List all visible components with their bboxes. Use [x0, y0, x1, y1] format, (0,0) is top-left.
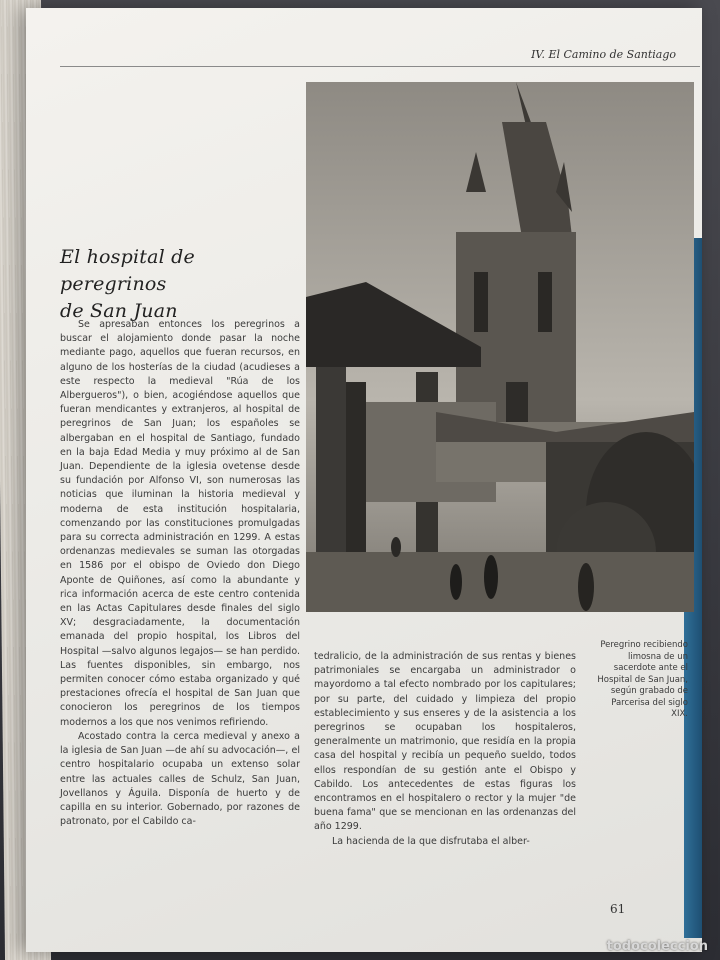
title-line-2: de San Juan [60, 300, 178, 322]
left-paragraph-1: Se apresaban entonces los peregrinos a buscar el alojamiento donde pasar la noche mediante pago, aquellos que fueran recursos, en alguno de los hosterías de la ciudad (acudieses a este respecto la medieval "Rúa de los Albergueros"), o bien, acogiéndose aquellos que fueran mendicantes y extranjeros, al hospital de peregrinos de San Juan; los españoles se albergaban en el hospital de Santiago, fundado en la baja Edad Media y muy próximo al de San Juan. Dependiente de la iglesia ovetense desde su fundación por Alfonso VI, son numerosas las noticias que iluminan la historia medieval y moderna de esta institución hospitalaria, comenzando por las constituciones promulgadas para su correcta administración en 1299. A estas ordenanzas medievales se suman las otorgadas en 1586 por el obispo de Oviedo don Diego Aponte de Quiñones, así como la abundante y rica información acerca de este centro contenida en las Actas Capitulares desde finales del siglo XV; desgraciadamente, la documentación emanada del propio hospital, los Libros del Hospital —salvo algunos legajos— se han perdido. Las fuentes disponibles, sin embargo, nos permiten conocer cómo estaba organizado y qué prestaciones ofrecía el hospital de San Juan que conocieron los peregrinos de los tiempos modernos a los que nos venimos refiriendo. [60, 319, 300, 728]
title-line-1: El hospital de peregrinos [60, 246, 195, 295]
page-number: 61 [610, 902, 626, 916]
right-text-column [314, 650, 576, 849]
image-caption: Peregrino recibiendo limosna de un sacerdote ante el Hospital de San Juan, según grabado de Parcerisa del siglo XIX. [597, 640, 688, 719]
article-title [60, 244, 300, 325]
running-head-text: IV. El Camino de Santiago [531, 48, 676, 61]
left-text-column [60, 318, 300, 829]
header-rule [60, 66, 700, 67]
running-head [60, 48, 700, 68]
right-paragraph-1: tedralicio, de la administración de sus rentas y bienes patrimoniales se encargaba un administrador o mayordomo a tal efecto nombrado por los capitulares; por su parte, del cuidado y limpieza del propio establecimiento y sus enseres y de la asistencia a los peregrinos se ocupaban los hospitaleros, generalmente un matrimonio, que residía en la propia casa del hospital y recibía un pequeño sueldo, todos ellos respondían de su gestión ante el Obispo y Cabildo. Los antecedentes de estas figuras los encontramos en el hospitalero o rector y la mujer "de buena fama" que se mencionan en las ordenanzas del año 1299. [314, 651, 576, 833]
watermark: todocoleccion [606, 939, 708, 954]
engraving-cathedral-tower-image [306, 82, 694, 612]
left-paragraph-2: Acostado contra la cerca medieval y anexo a la iglesia de San Juan —de ahí su advocación—, el centro hospitalario ocupaba un extenso solar entre las actuales calles de Schulz, San Juan, Jovellanos y Águila. Disponía de huerto y de capilla en su interior. Gobernado, por razones de patronato, por el Cabildo ca- [60, 730, 300, 828]
right-paragraph-2: La hacienda de la que disfrutaba el alber- [332, 835, 530, 847]
